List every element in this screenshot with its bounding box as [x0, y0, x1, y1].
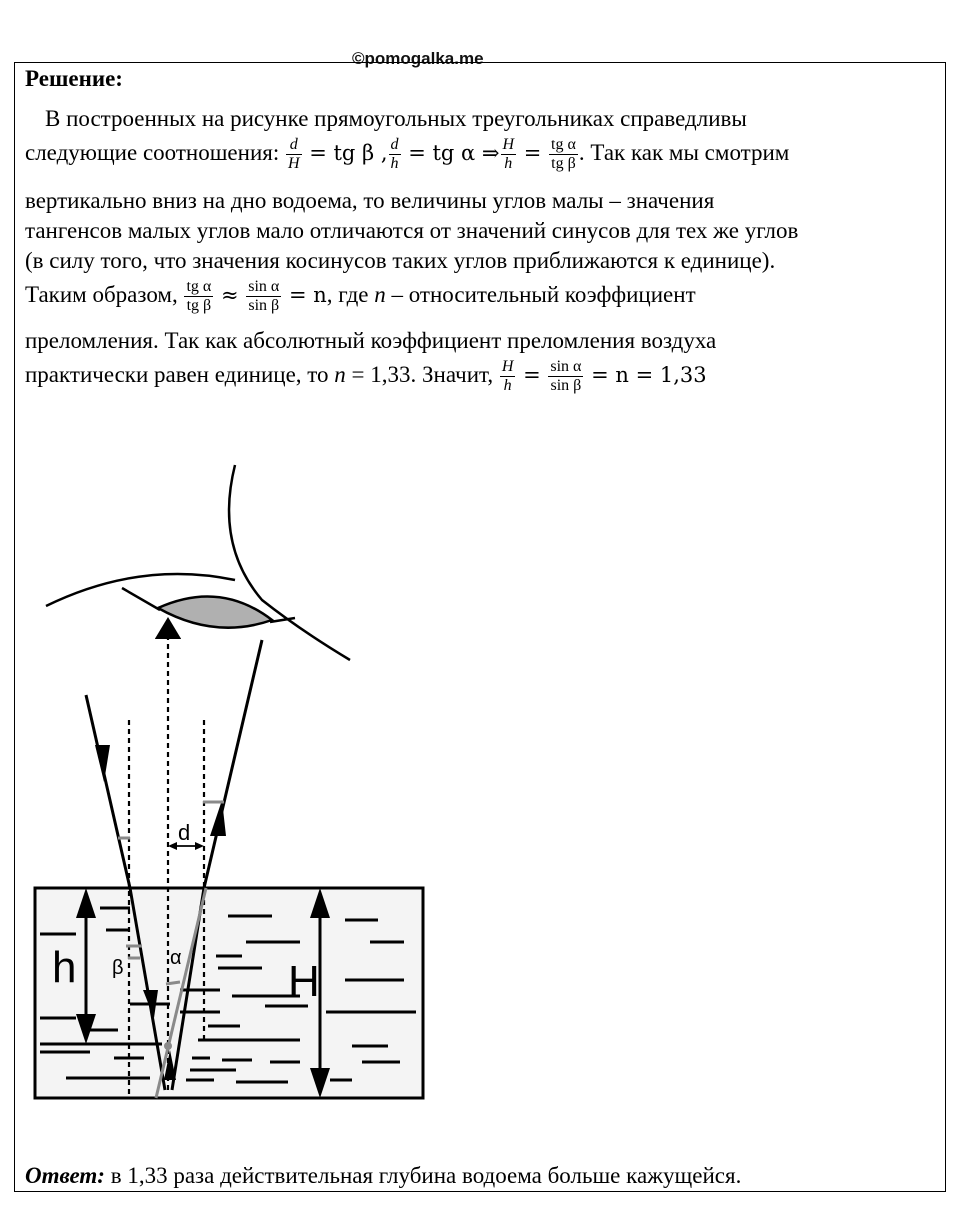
equals-n-value: = n = 1,33: [584, 362, 707, 387]
line-6-prefix: Таким образом,: [25, 281, 184, 307]
line-6-suffix: , где: [326, 281, 375, 307]
line-8-mid: = 1,33. Значит,: [345, 361, 499, 387]
label-H: H: [288, 957, 320, 1006]
fraction-tg-ratio-2: $\frac{\text{tg α}}{\text{tg β}}$: [186, 278, 212, 314]
formula-tg-beta: = tg β ,: [302, 140, 388, 165]
fraction-tg-ratio: $\frac{\text{tg α}}{\text{tg β}}$: [551, 136, 576, 172]
formula-tg-alpha: = tg α ⇒: [401, 140, 500, 165]
line-6-rest: – относительный коэффициент: [385, 281, 696, 307]
solution-heading: Решение:: [25, 66, 123, 91]
eye-drawing: [46, 465, 350, 660]
line-2-suffix: . Так как мы смотрим: [578, 139, 790, 165]
text-line-5: (в силу того, что значения косинусов таких углов приближаются к единице).: [25, 248, 776, 273]
fraction-d-over-h: $\frac{d}{h}$: [390, 136, 399, 172]
text-line-4: тангенсов малых углов мало отличаются от значений синусов для тех же углов: [25, 218, 799, 243]
label-beta: β: [112, 957, 124, 979]
label-h: h: [52, 943, 77, 992]
watermark: ©pomogalka.me: [352, 49, 484, 68]
line-2-prefix: следующие соотношения:: [25, 139, 285, 165]
answer-label: Ответ:: [25, 1163, 105, 1188]
symbol-n: n: [374, 281, 386, 307]
fraction-H-over-h: $\frac{H}{h}$: [502, 136, 515, 172]
fraction-H-over-h-2: $\frac{H}{h}$: [501, 358, 514, 394]
equals-sign: =: [517, 140, 549, 165]
text-line-7: преломления. Так как абсолютный коэффициент преломления воздуха: [25, 328, 717, 353]
fraction-sin-ratio: $\frac{\text{sin α}}{\text{sin β}}$: [248, 278, 280, 314]
symbol-n-2: n: [334, 361, 346, 387]
text-line-3: вертикально вниз на дно водоема, то величины углов малы – значения: [25, 188, 715, 213]
fraction-d-over-H: $\frac{d}{H}$: [287, 136, 300, 172]
approx-sign: ≈: [214, 282, 246, 307]
equals-sign-2: =: [516, 362, 548, 387]
label-alpha: α: [170, 947, 182, 969]
answer-line: [25, 1163, 741, 1189]
text-line-1: В построенных на рисунке прямоугольных треугольниках справедливы: [45, 106, 747, 131]
fraction-sin-ratio-2: $\frac{\text{sin α}}{\text{sin β}}$: [550, 358, 582, 394]
line-8-prefix: практически равен единице, то: [25, 361, 335, 387]
answer-text: в 1,33 раза действительная глубина водоема больше кажущейся.: [104, 1163, 742, 1188]
eye-lens: [158, 596, 272, 627]
label-d: d: [178, 820, 191, 845]
equals-n: = n: [282, 282, 327, 307]
